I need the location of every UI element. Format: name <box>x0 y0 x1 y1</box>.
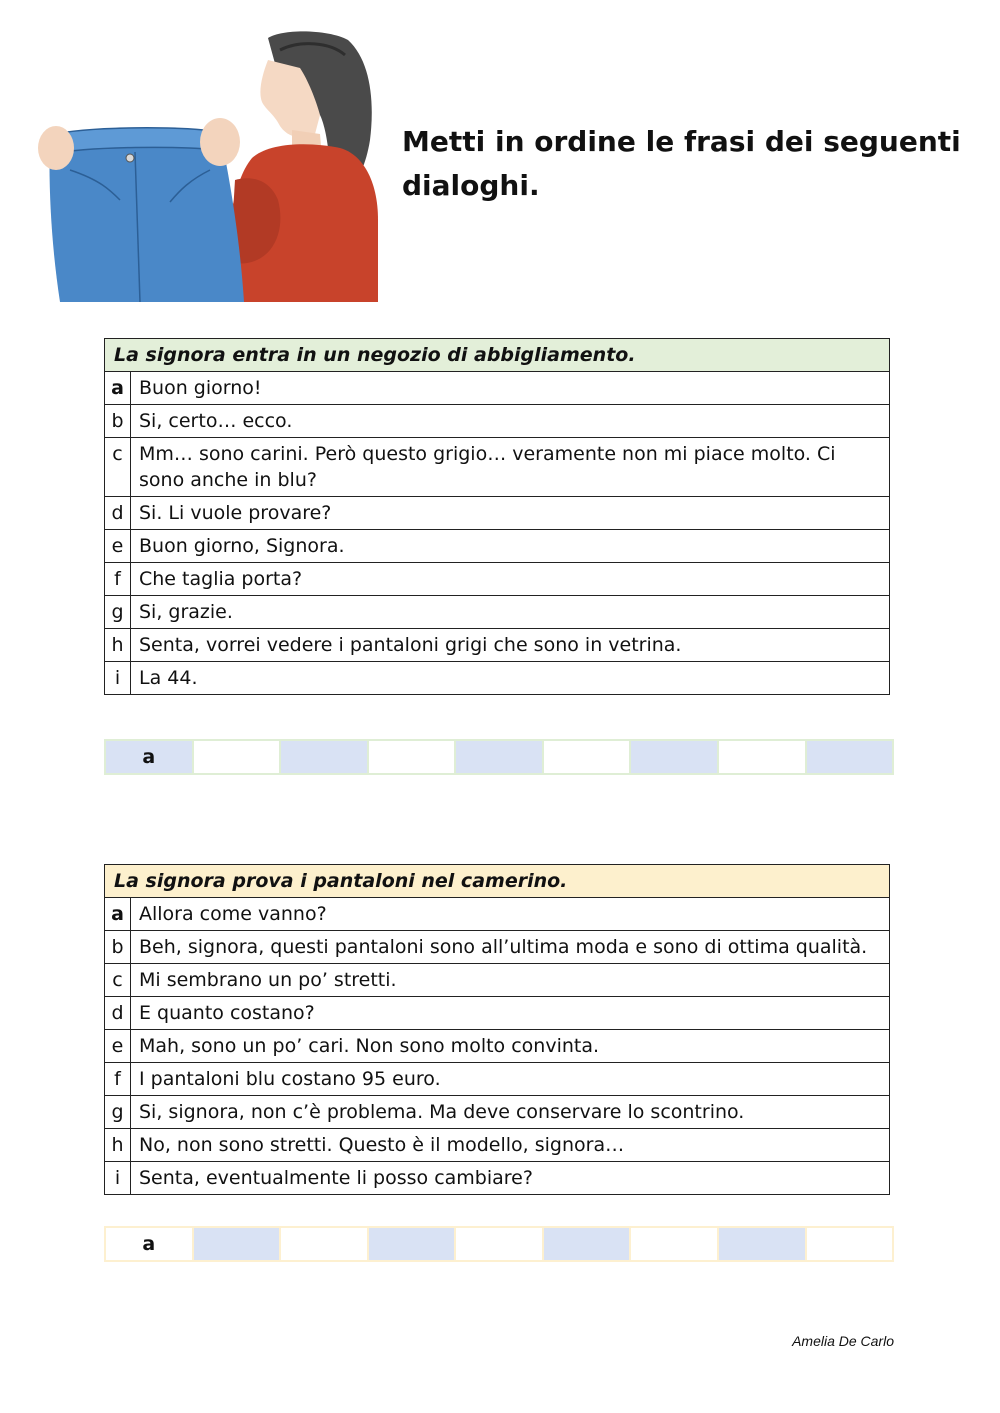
row-letter: h <box>105 1129 131 1162</box>
row-text: Mah, sono un po’ cari. Non sono molto convinta. <box>131 1030 890 1063</box>
dialogue-2-answer-strip <box>104 1226 894 1262</box>
row-text: Si, certo… ecco. <box>131 405 890 438</box>
answer-cell-3[interactable] <box>281 1228 367 1260</box>
table-row <box>105 372 890 405</box>
row-letter: d <box>105 997 131 1030</box>
row-letter: a <box>105 372 131 405</box>
row-letter: f <box>105 1063 131 1096</box>
table-row <box>105 596 890 629</box>
row-text: Senta, eventualmente li posso cambiare? <box>131 1162 890 1195</box>
row-letter: g <box>105 1096 131 1129</box>
answer-cell-7[interactable] <box>631 741 717 773</box>
row-text: Senta, vorrei vedere i pantaloni grigi che sono in vetrina. <box>131 629 890 662</box>
row-letter: c <box>105 438 131 497</box>
answer-cell-4[interactable] <box>369 1228 455 1260</box>
row-text: Allora come vanno? <box>131 898 890 931</box>
answer-cell-4[interactable] <box>369 741 455 773</box>
row-text: Si, grazie. <box>131 596 890 629</box>
dialogue-2-table <box>104 864 890 1195</box>
answer-cell-7[interactable] <box>631 1228 717 1260</box>
answer-cell-8[interactable] <box>719 1228 805 1260</box>
dialogue-2-heading: La signora prova i pantaloni nel camerino. <box>105 865 890 898</box>
row-text: Mm… sono carini. Però questo grigio… veramente non mi piace molto. Ci sono anche in blu? <box>131 438 890 497</box>
answer-cell-8[interactable] <box>719 741 805 773</box>
dialogue-1-heading: La signora entra in un negozio di abbigliamento. <box>105 339 890 372</box>
table-row <box>105 497 890 530</box>
row-text: La 44. <box>131 662 890 695</box>
woman-holding-jeans-illustration <box>30 30 380 302</box>
row-letter: c <box>105 964 131 997</box>
row-letter: f <box>105 563 131 596</box>
row-text: No, non sono stretti. Questo è il modello, signora… <box>131 1129 890 1162</box>
answer-cell-5[interactable] <box>456 1228 542 1260</box>
table-row <box>105 563 890 596</box>
row-text: Buon giorno! <box>131 372 890 405</box>
author-credit: Amelia De Carlo <box>792 1333 894 1349</box>
row-text: Si, signora, non c’è problema. Ma deve conservare lo scontrino. <box>131 1096 890 1129</box>
table-row <box>105 405 890 438</box>
table-row <box>105 530 890 563</box>
row-letter: b <box>105 405 131 438</box>
table-row <box>105 438 890 497</box>
table-row <box>105 1162 890 1195</box>
row-letter: a <box>105 898 131 931</box>
row-text: Mi sembrano un po’ stretti. <box>131 964 890 997</box>
row-letter: d <box>105 497 131 530</box>
answer-cell-3[interactable] <box>281 741 367 773</box>
row-letter: e <box>105 530 131 563</box>
row-letter: g <box>105 596 131 629</box>
table-row <box>105 1096 890 1129</box>
row-letter: b <box>105 931 131 964</box>
exercise-title: Metti in ordine le frasi dei seguenti dialoghi. <box>402 125 961 202</box>
answer-cell-6[interactable] <box>544 741 630 773</box>
row-letter: i <box>105 662 131 695</box>
row-letter: h <box>105 629 131 662</box>
answer-cell-9[interactable] <box>807 741 893 773</box>
dialogue-1-answer-strip <box>104 739 894 775</box>
table-row <box>105 898 890 931</box>
table-row <box>105 964 890 997</box>
answer-cell-1: a <box>106 1228 192 1260</box>
answer-cell-5[interactable] <box>456 741 542 773</box>
table-row <box>105 997 890 1030</box>
table-row <box>105 931 890 964</box>
table-row <box>105 1129 890 1162</box>
answer-cell-9[interactable] <box>807 1228 893 1260</box>
row-text: Buon giorno, Signora. <box>131 530 890 563</box>
row-text: Che taglia porta? <box>131 563 890 596</box>
answer-cell-6[interactable] <box>544 1228 630 1260</box>
answer-cell-1: a <box>106 741 192 773</box>
dialogue-1-table <box>104 338 890 695</box>
row-letter: e <box>105 1030 131 1063</box>
table-row <box>105 662 890 695</box>
row-text: I pantaloni blu costano 95 euro. <box>131 1063 890 1096</box>
row-text: E quanto costano? <box>131 997 890 1030</box>
row-text: Beh, signora, questi pantaloni sono all’ultima moda e sono di ottima qualità. <box>131 931 890 964</box>
answer-cell-2[interactable] <box>194 741 280 773</box>
row-letter: i <box>105 1162 131 1195</box>
answer-cell-2[interactable] <box>194 1228 280 1260</box>
row-text: Si. Li vuole provare? <box>131 497 890 530</box>
table-row <box>105 1063 890 1096</box>
table-row <box>105 1030 890 1063</box>
table-row <box>105 629 890 662</box>
